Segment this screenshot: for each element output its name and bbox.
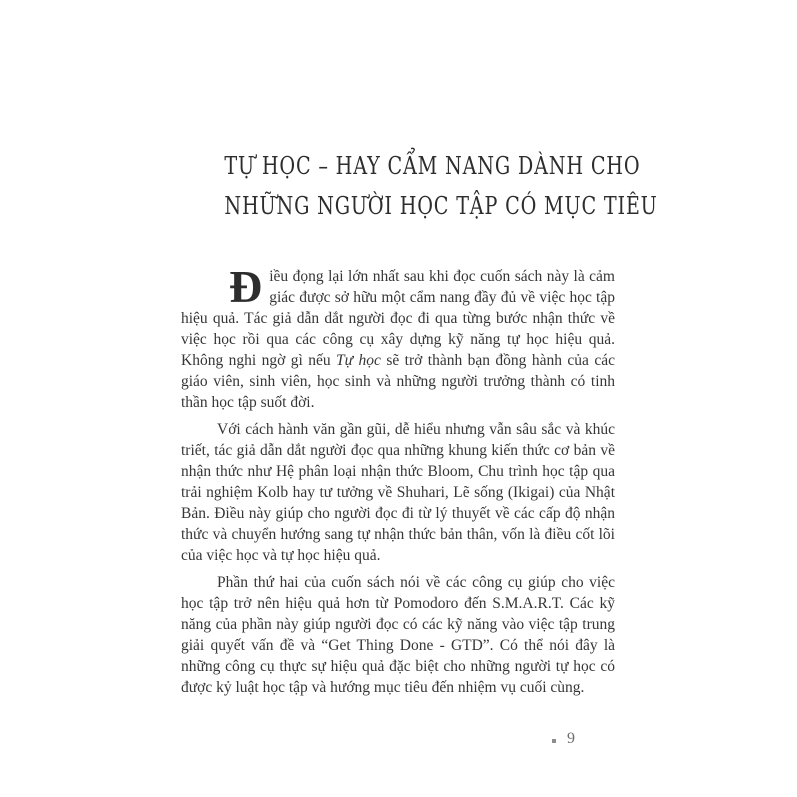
page-number: 9 <box>567 730 575 747</box>
paragraph <box>181 572 615 698</box>
text-run: iều đọng lại lớn nhất sau khi đọc cuốn sách này là cảm giác được sở hữu một cẩm nang đầy đủ về việc học tập hiệu quả. Tác giả dẫn dắt người đọc đi qua từng bước nhận thức về việc học rồi qua các công cụ xây dựng kỹ năng tự học hiệu quả. Không nghi ngờ gì nếu <box>181 268 615 369</box>
page-title <box>224 146 658 226</box>
paragraph <box>181 261 615 413</box>
text-run: Phần thứ hai của cuốn sách nói về các công cụ giúp cho việc học tập trở nên hiệu quả hơn từ Pomodoro đến S.M.A.R.T. Các kỹ năng của phần này giúp người đọc có các kỹ năng vào việc tập trung giải quyết vấn đề và “Get Thing Done - GTD”. Có thể nói đây là những công cụ thực sự hiệu quả đặc biệt cho những người tự học có được kỷ luật học tập và hướng mục tiêu đến nhiệm vụ cuối cùng. <box>181 574 615 696</box>
page-title-line-1: TỰ HỌC – HAY CẨM NANG DÀNH CHO <box>224 152 641 180</box>
italic-run: Tự học <box>336 352 381 369</box>
page-number-bullet-icon <box>552 739 556 743</box>
drop-cap: Đ <box>229 261 263 312</box>
page-footer <box>552 730 575 748</box>
text-run: sẽ trở thành bạn đồng hành của các giáo viên, sinh viên, học sinh và những người trưởng thành có tinh thần học tập suốt đời. <box>181 352 615 411</box>
body-text <box>181 261 615 698</box>
text-run: Với cách hành văn gần gũi, dễ hiểu nhưng vẫn sâu sắc và khúc triết, tác giả dẫn dắt người đọc qua những khung kiến thức cơ bản về nhận thức như Hệ phân loại nhận thức Bloom, Chu trình học tập qua trải nghiệm Kolb hay tư tưởng về Shuhari, Lẽ sống (Ikigai) của Nhật Bản. Điều này giúp cho người đọc đi từ lý thuyết về các cấp độ nhận thức và chuyển hướng sang tự nhận thức bản thân, vốn là điều cốt lõi của việc học và tự học hiệu quả. <box>181 421 615 564</box>
text-block <box>181 146 658 698</box>
page-title-line-2: NHỮNG NGƯỜI HỌC TẬP CÓ MỤC TIÊU <box>224 192 658 220</box>
paragraph <box>181 419 615 566</box>
